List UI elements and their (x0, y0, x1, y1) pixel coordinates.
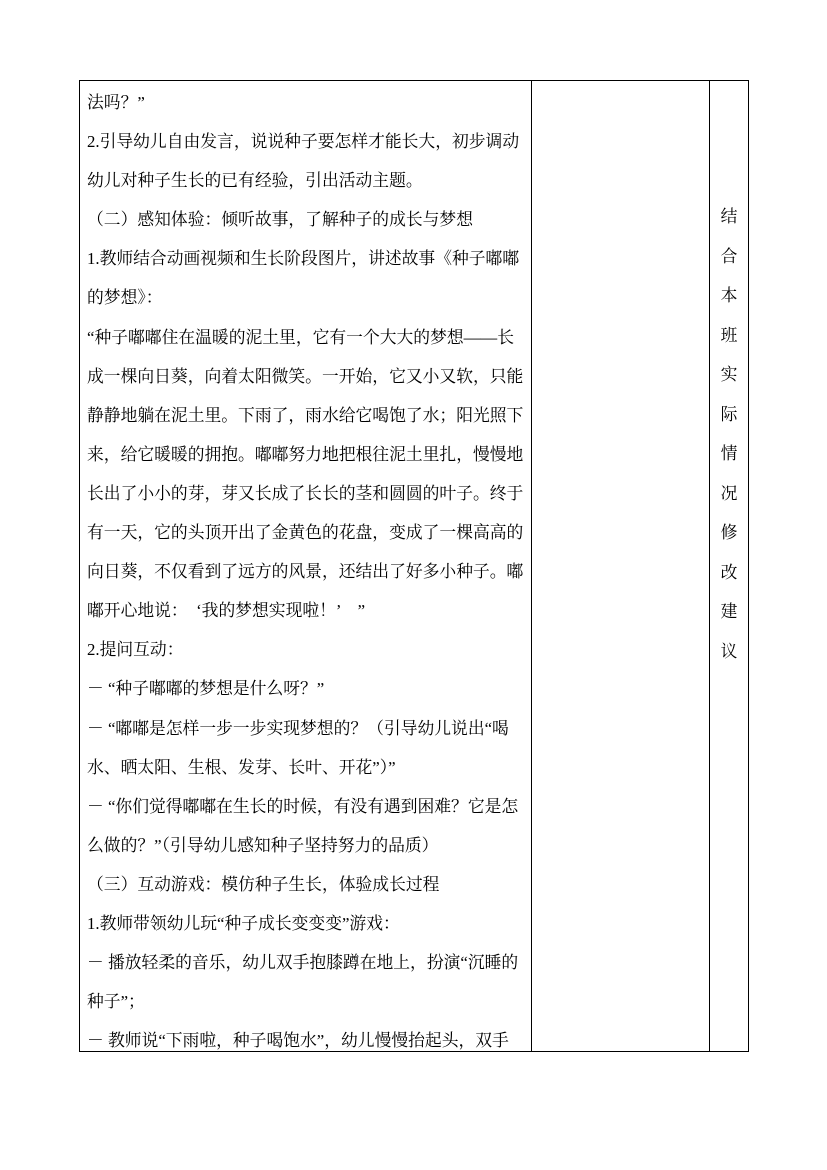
text-line: 法吗？” (87, 93, 145, 112)
text-line: （二）感知体验：倾听故事，了解种子的成长与梦想 (87, 210, 473, 230)
vertical-text-char: 际 (720, 404, 738, 424)
vertical-text-char: 本 (720, 286, 738, 305)
text-line: 2.提问互动： (87, 640, 184, 660)
vertical-text-char: 况 (720, 483, 738, 503)
text-line: － “你们觉得嘟嘟在生长的时候，有没有遇到困难？它是怎 (87, 796, 519, 816)
text-line: 长出了小小的芽，芽又长成了长长的茎和圆圆的叶子。终于 (87, 483, 524, 503)
text-line: － 教师说“下雨啦，种子喝饱水”，幼儿慢慢抬起头，双手 (87, 1031, 509, 1051)
text-line: 幼儿对种子生长的已有经验，引出活动主题。 (87, 171, 423, 191)
text-line: － “种子嘟嘟的梦想是什么呀？” (87, 679, 325, 699)
text-line: － “嘟嘟是怎样一步一步实现梦想的？（引导幼儿说出“喝 (87, 718, 509, 738)
text-line: 2.引导幼儿自由发言，说说种子要怎样才能长大，初步调动 (87, 132, 520, 152)
table-cell-empty[interactable] (532, 81, 710, 1051)
vertical-text-char: 修 (720, 523, 738, 542)
text-line: 成一棵向日葵，向着太阳微笑。一开始，它又小又软，只能 (87, 366, 524, 386)
vertical-text-char: 合 (720, 246, 738, 266)
text-line: 的梦想》： (87, 288, 163, 308)
vertical-text-char: 议 (720, 641, 738, 661)
text-line: 嘟开心地说： ‘我的梦想实现啦！’ ” (87, 601, 366, 621)
vertical-text-char: 建 (720, 602, 738, 621)
text-line: （三）互动游戏：模仿种子生长，体验成长过程 (87, 874, 440, 894)
text-line: 静静地躺在泥土里。下雨了，雨水给它喝饱了水；阳光照下 (87, 405, 524, 425)
text-line: 向日葵，不仅看到了远方的风景，还结出了好多小种子。嘟 (87, 562, 524, 582)
vertical-text-char: 情 (720, 444, 738, 463)
table-cell-revision-suggestions[interactable] (710, 81, 748, 1051)
text-line: 水、晒太阳、生根、发芽、长叶、开花”）” (87, 757, 396, 777)
text-line: 有一天，它的头顶开出了金黄色的花盘，变成了一棵高高的 (87, 523, 524, 543)
vertical-text-char: 改 (720, 562, 738, 582)
text-line: － 播放轻柔的音乐，幼儿双手抱膝蹲在地上，扮演“沉睡的 (87, 953, 519, 973)
vertical-text-char: 结 (720, 207, 738, 226)
text-line: 1.教师结合动画视频和生长阶段图片，讲述故事《种子嘟嘟 (87, 249, 520, 269)
text-line: 么做的？”（引导幼儿感知种子坚持努力的品质） (87, 835, 439, 855)
text-line: 1.教师带领幼儿玩“种子成长变变变”游戏： (87, 913, 400, 933)
lesson-plan-table (79, 80, 749, 1052)
text-line: 来，给它暖暖的拥抱。嘟嘟努力地把根往泥土里扎，慢慢地 (87, 444, 524, 464)
text-line: “种子嘟嘟住在温暖的泥土里，它有一个大大的梦想——长 (87, 327, 514, 347)
vertical-text-char: 实 (720, 365, 738, 384)
vertical-text-char: 班 (720, 325, 738, 345)
text-line: 种子”； (87, 992, 145, 1012)
table-cell-activity-process[interactable] (80, 81, 532, 1051)
